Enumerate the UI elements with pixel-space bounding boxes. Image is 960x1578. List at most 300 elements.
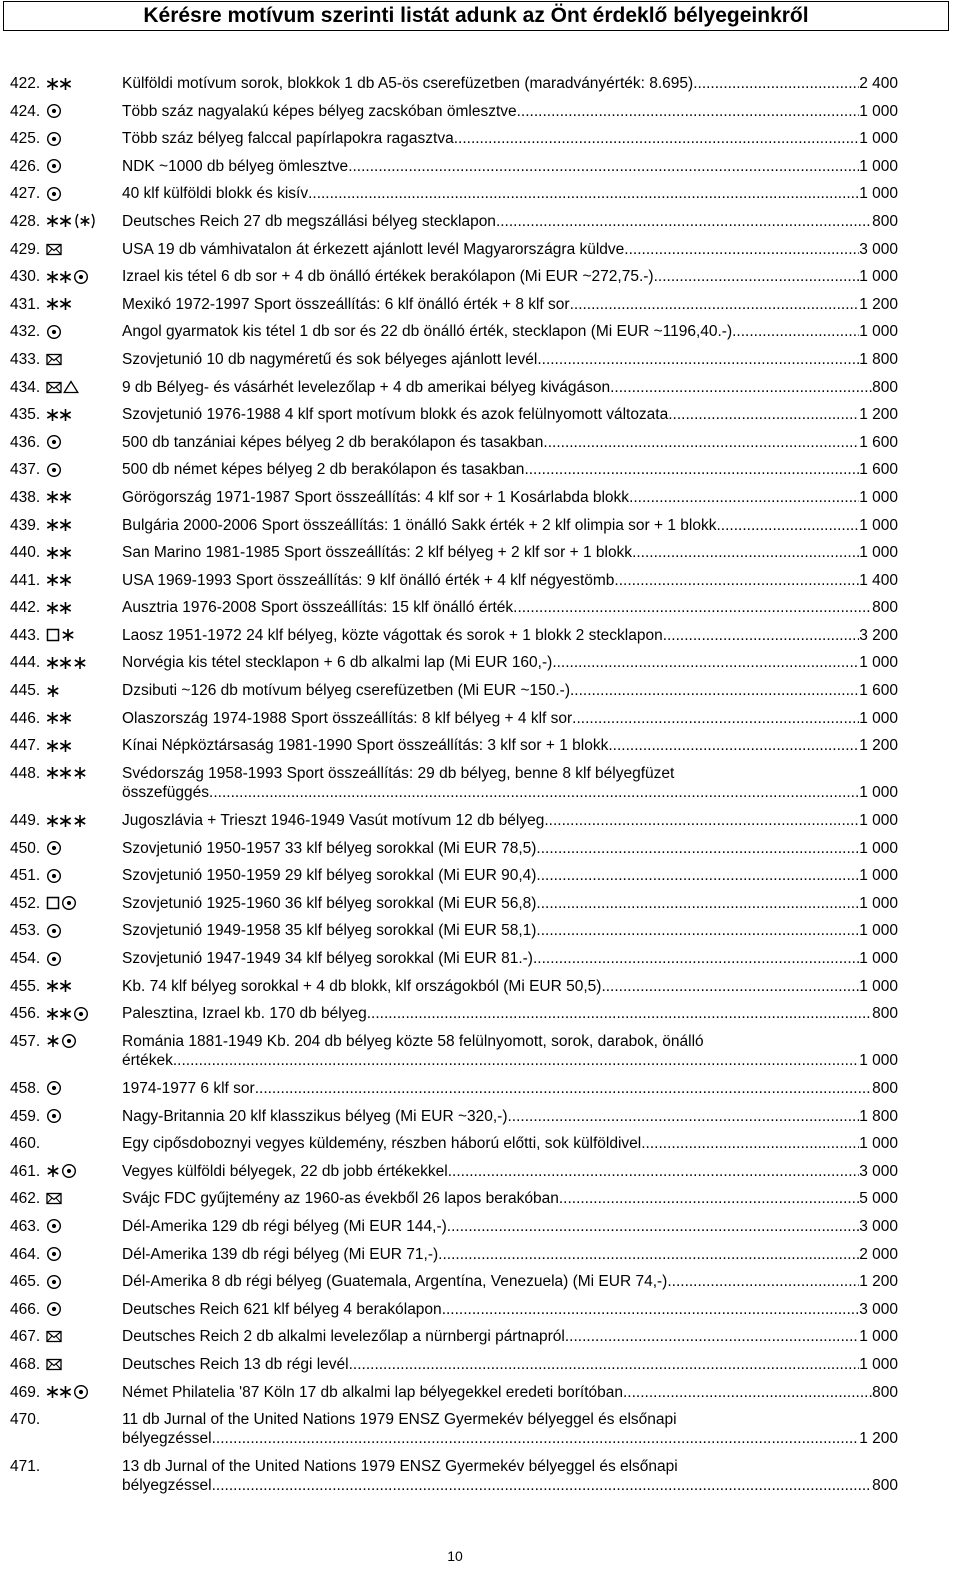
lot-row	[0, 1379, 960, 1407]
lot-description	[122, 1410, 898, 1448]
lot-row	[0, 622, 960, 650]
condition-icons	[46, 681, 118, 700]
lot-price: 1 000	[859, 268, 898, 286]
lot-number: 449.	[10, 812, 41, 830]
used-icon	[46, 923, 62, 939]
lot-description	[122, 378, 898, 397]
star-icon	[46, 684, 60, 698]
lot-price: 1 000	[859, 516, 898, 534]
lot-number: 433.	[10, 350, 41, 368]
lot-row	[0, 346, 960, 374]
lot-description-text: Norvégia kis tétel stecklapon + 6 db alkalmi lap (Mi EUR 160,-)	[122, 654, 553, 672]
lot-description	[122, 1162, 898, 1181]
lot-description-text: Dél-Amerika 8 db régi bélyeg (Guatemala, Argentína, Venezuela) (Mi EUR 74,-)	[122, 1273, 668, 1291]
lot-price: 1 000	[859, 544, 898, 562]
condition-icons	[46, 977, 118, 996]
lot-description	[122, 764, 898, 802]
lot-row	[0, 125, 960, 153]
lot-row	[0, 180, 960, 208]
lot-row	[0, 1241, 960, 1269]
dot-leader	[209, 783, 859, 802]
lot-description	[122, 460, 898, 479]
lot-description	[122, 626, 898, 645]
condition-icons	[46, 543, 118, 562]
lot-row	[0, 917, 960, 945]
dot-leader	[173, 1051, 859, 1070]
lot-price: 1 000	[859, 894, 898, 912]
lot-row	[0, 732, 960, 760]
dot-leader	[454, 129, 859, 148]
lot-row	[0, 98, 960, 126]
dot-leader	[308, 184, 859, 203]
lot-number: 454.	[10, 950, 41, 967]
lot-number: 458.	[10, 1079, 41, 1097]
used-icon	[61, 1033, 77, 1049]
dot-leader	[367, 1004, 872, 1023]
triangle-icon	[63, 380, 79, 394]
dot-leader	[614, 571, 859, 590]
condition-icons	[46, 267, 118, 286]
lot-description	[122, 1217, 898, 1236]
lot-number: 437.	[10, 461, 41, 479]
used-icon	[46, 1274, 62, 1290]
lot-description-text: Deutsches Reich 2 db alkalmi levelezőlap a nürnbergi pártnapról	[122, 1328, 565, 1346]
lot-number: 455.	[10, 977, 41, 995]
dot-leader	[537, 350, 859, 369]
lot-description-text: bélyegzéssel	[122, 1477, 212, 1495]
lot-description-text: Görögország 1971-1987 Sport összeállítás: 4 klf sor + 1 Kosárlabda blokk	[122, 488, 630, 506]
lot-number: 471.	[10, 1458, 41, 1476]
lot-number: 440.	[10, 544, 41, 562]
lot-price: 1 000	[859, 783, 898, 801]
lot-price: 1 000	[859, 1051, 898, 1069]
condition-icons	[46, 74, 118, 93]
lot-number: 466.	[10, 1300, 41, 1318]
dot-leader	[654, 267, 860, 286]
lot-description	[122, 1355, 898, 1374]
lot-description-text: Szovjetunió 1949-1958 35 klf bélyeg sorokkal (Mi EUR 58,1)	[122, 922, 537, 940]
star-icon	[73, 814, 87, 828]
lot-description	[122, 1032, 898, 1070]
lot-number: 436.	[10, 433, 41, 451]
lot-description-text: Szovjetunió 1976-1988 4 klf sport motívum blokk és azok felülnyomott változata	[122, 406, 669, 424]
condition-icons	[46, 1217, 118, 1236]
dot-leader	[536, 839, 859, 858]
hinged-icon	[73, 213, 97, 229]
lot-row	[0, 539, 960, 567]
lot-price: 1 000	[859, 812, 898, 830]
lot-description-text: Szovjetunió 1950-1957 33 klf bélyeg sorokkal (Mi EUR 78,5)	[122, 839, 537, 857]
lot-number: 429.	[10, 240, 41, 258]
lot-description-text: Svájc FDC gyűjtemény az 1960-as évekből 26 lapos berakóban	[122, 1190, 559, 1208]
dot-leader	[536, 921, 859, 940]
lot-description-text: Szovjetunió 1925-1960 36 klf bélyeg sorokkal (Mi EUR 56,8)	[122, 894, 537, 912]
dot-leader	[641, 1134, 859, 1153]
lot-row	[0, 1296, 960, 1324]
lot-price: 1 200	[859, 1430, 898, 1448]
mint-icon	[46, 739, 72, 753]
lot-description-text: Több száz nagyalakú képes bélyeg zacskóban ömlesztve	[122, 102, 517, 120]
lot-price: 1 000	[859, 157, 898, 175]
lot-number: 463.	[10, 1217, 41, 1235]
lot-price: 1 000	[859, 977, 898, 995]
dot-leader	[608, 736, 859, 755]
dot-leader	[536, 866, 859, 885]
mint-icon	[46, 1385, 72, 1399]
lot-price: 3 000	[859, 240, 898, 258]
condition-icons	[46, 839, 118, 858]
mint-icon	[46, 1007, 72, 1021]
lot-description	[122, 129, 898, 148]
dot-leader	[349, 1355, 860, 1374]
lot-row	[0, 1213, 960, 1241]
dot-leader	[667, 1272, 859, 1291]
lot-number: 431.	[10, 295, 41, 313]
dot-leader	[533, 949, 859, 968]
lot-price: 800	[872, 1005, 898, 1023]
mint-icon	[46, 214, 72, 228]
lot-price: 1 000	[859, 323, 898, 341]
lot-description-text: Vegyes külföldi bélyegek, 22 db jobb értékekkel	[122, 1162, 448, 1180]
condition-icons	[46, 488, 118, 507]
lot-row	[0, 208, 960, 236]
lot-number: 453.	[10, 922, 41, 940]
mint-icon	[46, 408, 72, 422]
lot-price: 1 600	[859, 461, 898, 479]
lot-row	[0, 456, 960, 484]
lot-price: 1 000	[859, 1135, 898, 1153]
lot-description-text: 1974-1977 6 klf sor	[122, 1079, 255, 1097]
lot-description-text: Jugoszlávia + Trieszt 1946-1949 Vasút motívum 12 db bélyeg	[122, 812, 545, 830]
condition-icons	[46, 1300, 118, 1319]
envelope-icon	[46, 1330, 62, 1343]
dot-leader	[212, 1429, 860, 1448]
lot-description	[122, 736, 898, 755]
condition-icons	[46, 295, 118, 314]
lot-description-text: Deutsches Reich 621 klf bélyeg 4 berakólapon	[122, 1300, 442, 1318]
lot-description-text: Mexikó 1972-1997 Sport összeállítás: 6 klf önálló érték + 8 klf sor	[122, 295, 570, 313]
condition-icons	[46, 516, 118, 535]
lot-row	[0, 291, 960, 319]
lot-number: 445.	[10, 682, 41, 700]
lot-number: 469.	[10, 1383, 41, 1401]
dot-leader	[610, 378, 872, 397]
lot-description	[122, 322, 898, 341]
lot-description	[122, 240, 898, 259]
dot-leader	[348, 157, 859, 176]
dot-leader	[543, 433, 859, 452]
lot-description	[122, 157, 898, 176]
lot-description-text: Kb. 74 klf bélyeg sorokkal + 4 db blokk, klf országokból (Mi EUR 50,5)	[122, 977, 602, 995]
lot-row	[0, 1351, 960, 1379]
condition-icons	[46, 1134, 118, 1153]
lot-number: 460.	[10, 1135, 41, 1153]
condition-icons	[46, 736, 118, 755]
used-icon	[46, 158, 62, 174]
lot-description	[122, 839, 898, 858]
lot-description-text: Izrael kis tétel 6 db sor + 4 db önálló értékek berakólapon (Mi EUR ~272,75.-)	[122, 268, 654, 286]
lot-number: 425.	[10, 130, 41, 148]
used-icon	[46, 840, 62, 856]
lot-price: 1 200	[859, 406, 898, 424]
square-icon	[46, 628, 60, 642]
lot-description	[122, 949, 898, 968]
lot-price: 3 000	[859, 1300, 898, 1318]
condition-icons	[46, 1410, 118, 1429]
lot-number: 461.	[10, 1162, 41, 1180]
lot-row	[0, 263, 960, 291]
lot-description	[122, 1383, 898, 1402]
condition-icons	[46, 709, 118, 728]
lot-description	[122, 350, 898, 369]
lot-number: 438.	[10, 488, 41, 506]
lot-row	[0, 1130, 960, 1158]
page-title: Kérésre motívum szerinti listát adunk az Önt érdeklő bélyegeinkről	[3, 1, 949, 31]
dot-leader	[442, 1300, 860, 1319]
mint-icon	[46, 518, 72, 532]
lot-description-text: USA 1969-1993 Sport összeállítás: 9 klf önálló érték + 4 klf négyestömb	[122, 571, 615, 589]
lot-description-text: Angol gyarmatok kis tétel 1 db sor és 22 db önálló érték, stecklapon (Mi EUR ~1196,40.-)	[122, 323, 733, 341]
lot-number: 427.	[10, 185, 41, 203]
lot-description-text: Palesztina, Izrael kb. 170 db bélyeg	[122, 1005, 367, 1023]
dot-leader	[496, 212, 872, 231]
condition-icons	[46, 433, 118, 452]
used-icon	[61, 895, 77, 911]
lot-description	[122, 894, 898, 913]
envelope-icon	[46, 353, 62, 366]
lot-row	[0, 760, 960, 807]
used-icon	[46, 951, 62, 967]
used-icon	[46, 462, 62, 478]
condition-icons	[46, 460, 118, 479]
star-icon	[73, 766, 87, 780]
lot-description	[122, 405, 898, 424]
lot-description	[122, 295, 898, 314]
lot-number: 434.	[10, 378, 41, 396]
lot-number: 443.	[10, 626, 41, 644]
dot-leader	[536, 894, 859, 913]
dot-leader	[732, 322, 859, 341]
lot-row	[0, 70, 960, 98]
lot-row	[0, 401, 960, 429]
lot-description-text: Nagy-Britannia 20 klf klasszikus bélyeg (Mi EUR ~320,-)	[122, 1107, 508, 1125]
used-icon	[73, 1384, 89, 1400]
square-icon	[46, 896, 60, 910]
lot-description-text: Svédország 1958-1993 Sport összeállítás: 29 db bélyeg, benne 8 klf bélyegfüzet	[122, 764, 675, 782]
lot-number: 426.	[10, 157, 41, 175]
dot-leader	[629, 488, 859, 507]
dot-leader	[438, 1245, 859, 1264]
dot-leader	[447, 1217, 859, 1236]
lot-price: 1 400	[859, 571, 898, 589]
lot-price: 3 000	[859, 1162, 898, 1180]
envelope-icon	[46, 1192, 62, 1205]
lot-row	[0, 890, 960, 918]
lot-description	[122, 102, 898, 121]
used-icon	[46, 186, 62, 202]
lot-description-text: Külföldi motívum sorok, blokkok 1 db A5-ös cserefüzetben (maradványérték: 8.695)	[122, 75, 694, 92]
lot-description-text: Egy cipősdoboznyi vegyes küldemény, részben háború előtti, sok külföldivel	[122, 1135, 642, 1153]
mint-icon	[46, 490, 72, 504]
dot-leader	[508, 1107, 860, 1126]
lot-row	[0, 1453, 960, 1500]
dot-leader	[513, 598, 872, 617]
mint-icon	[46, 601, 72, 615]
lot-number: 465.	[10, 1273, 41, 1291]
lot-description-text: Románia 1881-1949 Kb. 204 db bélyeg közte 58 felülnyomott, sorok, darabok, önálló	[122, 1032, 704, 1050]
lot-number: 457.	[10, 1032, 41, 1050]
lot-price: 5 000	[859, 1190, 898, 1208]
lot-description-text: Dél-Amerika 129 db régi bélyeg (Mi EUR 144,-)	[122, 1217, 447, 1235]
condition-icons	[46, 949, 118, 968]
condition-icons	[46, 240, 118, 259]
lot-number: 422.	[10, 75, 41, 92]
lot-number: 446.	[10, 709, 41, 727]
lot-description-text: Olaszország 1974-1988 Sport összeállítás: 8 klf bélyeg + 4 klf sor	[122, 709, 573, 727]
lot-number: 435.	[10, 406, 41, 424]
lot-row	[0, 835, 960, 863]
lot-number: 467.	[10, 1328, 41, 1346]
condition-icons	[46, 764, 118, 783]
mint-icon	[46, 573, 72, 587]
lot-description-text: Laosz 1951-1972 24 klf bélyeg, közte vágottak és sorok + 1 blokk 2 stecklapon	[122, 626, 663, 644]
lot-price: 3 200	[859, 626, 898, 644]
lot-row	[0, 807, 960, 835]
lot-description-text: Dél-Amerika 139 db régi bélyeg (Mi EUR 71,-)	[122, 1245, 439, 1263]
lot-row	[0, 429, 960, 457]
lot-number: 447.	[10, 737, 41, 755]
lot-price: 1 000	[859, 950, 898, 967]
used-icon	[46, 131, 62, 147]
lot-description	[122, 1327, 898, 1346]
lot-description	[122, 866, 898, 885]
lot-number: 424.	[10, 102, 41, 120]
dot-leader	[255, 1079, 872, 1098]
lot-number: 444.	[10, 654, 41, 672]
lot-description	[122, 653, 898, 672]
lot-number: 470.	[10, 1411, 41, 1429]
lot-row	[0, 973, 960, 1001]
lot-number: 451.	[10, 867, 41, 885]
lot-description-text: Kínai Népköztársaság 1981-1990 Sport összeállítás: 3 klf sor + 1 blokk	[122, 737, 609, 755]
lot-row	[0, 677, 960, 705]
lot-description-text: összefüggés	[122, 783, 210, 801]
used-icon	[46, 868, 62, 884]
star-icon	[46, 1164, 60, 1178]
dot-leader	[623, 1383, 872, 1402]
lot-description	[122, 1245, 898, 1264]
lot-price: 1 800	[859, 1107, 898, 1125]
lot-description-text: San Marino 1981-1985 Sport összeállítás: 2 klf bélyeg + 2 klf sor + 1 blokk	[122, 544, 633, 562]
condition-icons	[46, 598, 118, 617]
star-icon	[61, 628, 75, 642]
lot-row	[0, 1075, 960, 1103]
lot-number: 441.	[10, 571, 41, 589]
mint-icon	[46, 979, 72, 993]
lot-description-text: 13 db Jurnal of the United Nations 1979 ENSZ Gyermekév bélyeggel és elsőnapi	[122, 1458, 678, 1476]
lot-number: 448.	[10, 764, 41, 782]
lot-description	[122, 811, 898, 830]
lot-description	[122, 433, 898, 452]
lot-description	[122, 184, 898, 203]
lot-description	[122, 1004, 898, 1023]
lot-number: 439.	[10, 516, 41, 534]
lot-row	[0, 1323, 960, 1351]
lot-description-text: Több száz bélyeg falccal papírlapokra ragasztva	[122, 130, 454, 148]
condition-icons	[46, 1457, 118, 1476]
condition-icons	[46, 811, 118, 830]
lot-row	[0, 512, 960, 540]
dot-leader	[668, 405, 859, 424]
lot-description-text: Szovjetunió 10 db nagyméretű és sok bélyeges ajánlott levél	[122, 350, 538, 368]
star-icon	[46, 1034, 60, 1048]
dot-leader	[632, 543, 859, 562]
lot-price: 1 800	[859, 350, 898, 368]
lot-row	[0, 705, 960, 733]
lot-list	[0, 70, 960, 1500]
lot-description	[122, 1457, 898, 1495]
lot-description	[122, 1189, 898, 1208]
lot-number: 462.	[10, 1190, 41, 1208]
lot-price: 1 200	[859, 295, 898, 313]
lot-price: 1 600	[859, 433, 898, 451]
used-icon	[46, 1108, 62, 1124]
star-icon	[73, 656, 87, 670]
lot-number: 450.	[10, 839, 41, 857]
dot-leader	[717, 516, 860, 535]
lot-description	[122, 598, 898, 617]
mint-icon	[46, 270, 72, 284]
condition-icons	[46, 350, 118, 369]
lot-description	[122, 977, 898, 996]
lot-description-text: Deutsches Reich 27 db megszállási bélyeg stecklapon	[122, 212, 496, 230]
envelope-icon	[46, 1358, 62, 1371]
mint-icon	[46, 656, 72, 670]
lot-row	[0, 594, 960, 622]
lot-number: 430.	[10, 268, 41, 286]
lot-row	[0, 484, 960, 512]
lot-price: 2 400	[859, 75, 898, 92]
condition-icons	[46, 1272, 118, 1291]
lot-price: 1 600	[859, 682, 898, 700]
condition-icons	[46, 322, 118, 341]
used-icon	[61, 1163, 77, 1179]
lot-price: 800	[872, 1477, 898, 1495]
lot-row	[0, 649, 960, 677]
condition-icons	[46, 894, 118, 913]
lot-description-text: Deutsches Reich 13 db régi levél	[122, 1355, 349, 1373]
lot-price: 1 000	[859, 922, 898, 940]
lot-description	[122, 1107, 898, 1126]
condition-icons	[46, 1032, 118, 1051]
lot-description-text: Ausztria 1976-2008 Sport összeállítás: 15 klf önálló érték	[122, 599, 514, 617]
used-icon	[46, 434, 62, 450]
lot-description-text: 40 klf külföldi blokk és kisív	[122, 185, 309, 203]
used-icon	[46, 1080, 62, 1096]
lot-description-text: bélyegzéssel	[122, 1430, 212, 1448]
condition-icons	[46, 129, 118, 148]
envelope-icon	[46, 243, 62, 256]
condition-icons	[46, 184, 118, 203]
lot-description-text: 500 db tanzániai képes bélyeg 2 db berakólapon és tasakban	[122, 433, 544, 451]
lot-number: 459.	[10, 1107, 41, 1125]
used-icon	[73, 269, 89, 285]
lot-price: 800	[872, 1383, 898, 1401]
lot-row	[0, 1406, 960, 1453]
condition-icons	[46, 1327, 118, 1346]
lot-description-text: 9 db Bélyeg- és vásárhét levelezőlap + 4 db amerikai bélyeg kivágáson	[122, 378, 611, 396]
condition-icons	[46, 921, 118, 940]
